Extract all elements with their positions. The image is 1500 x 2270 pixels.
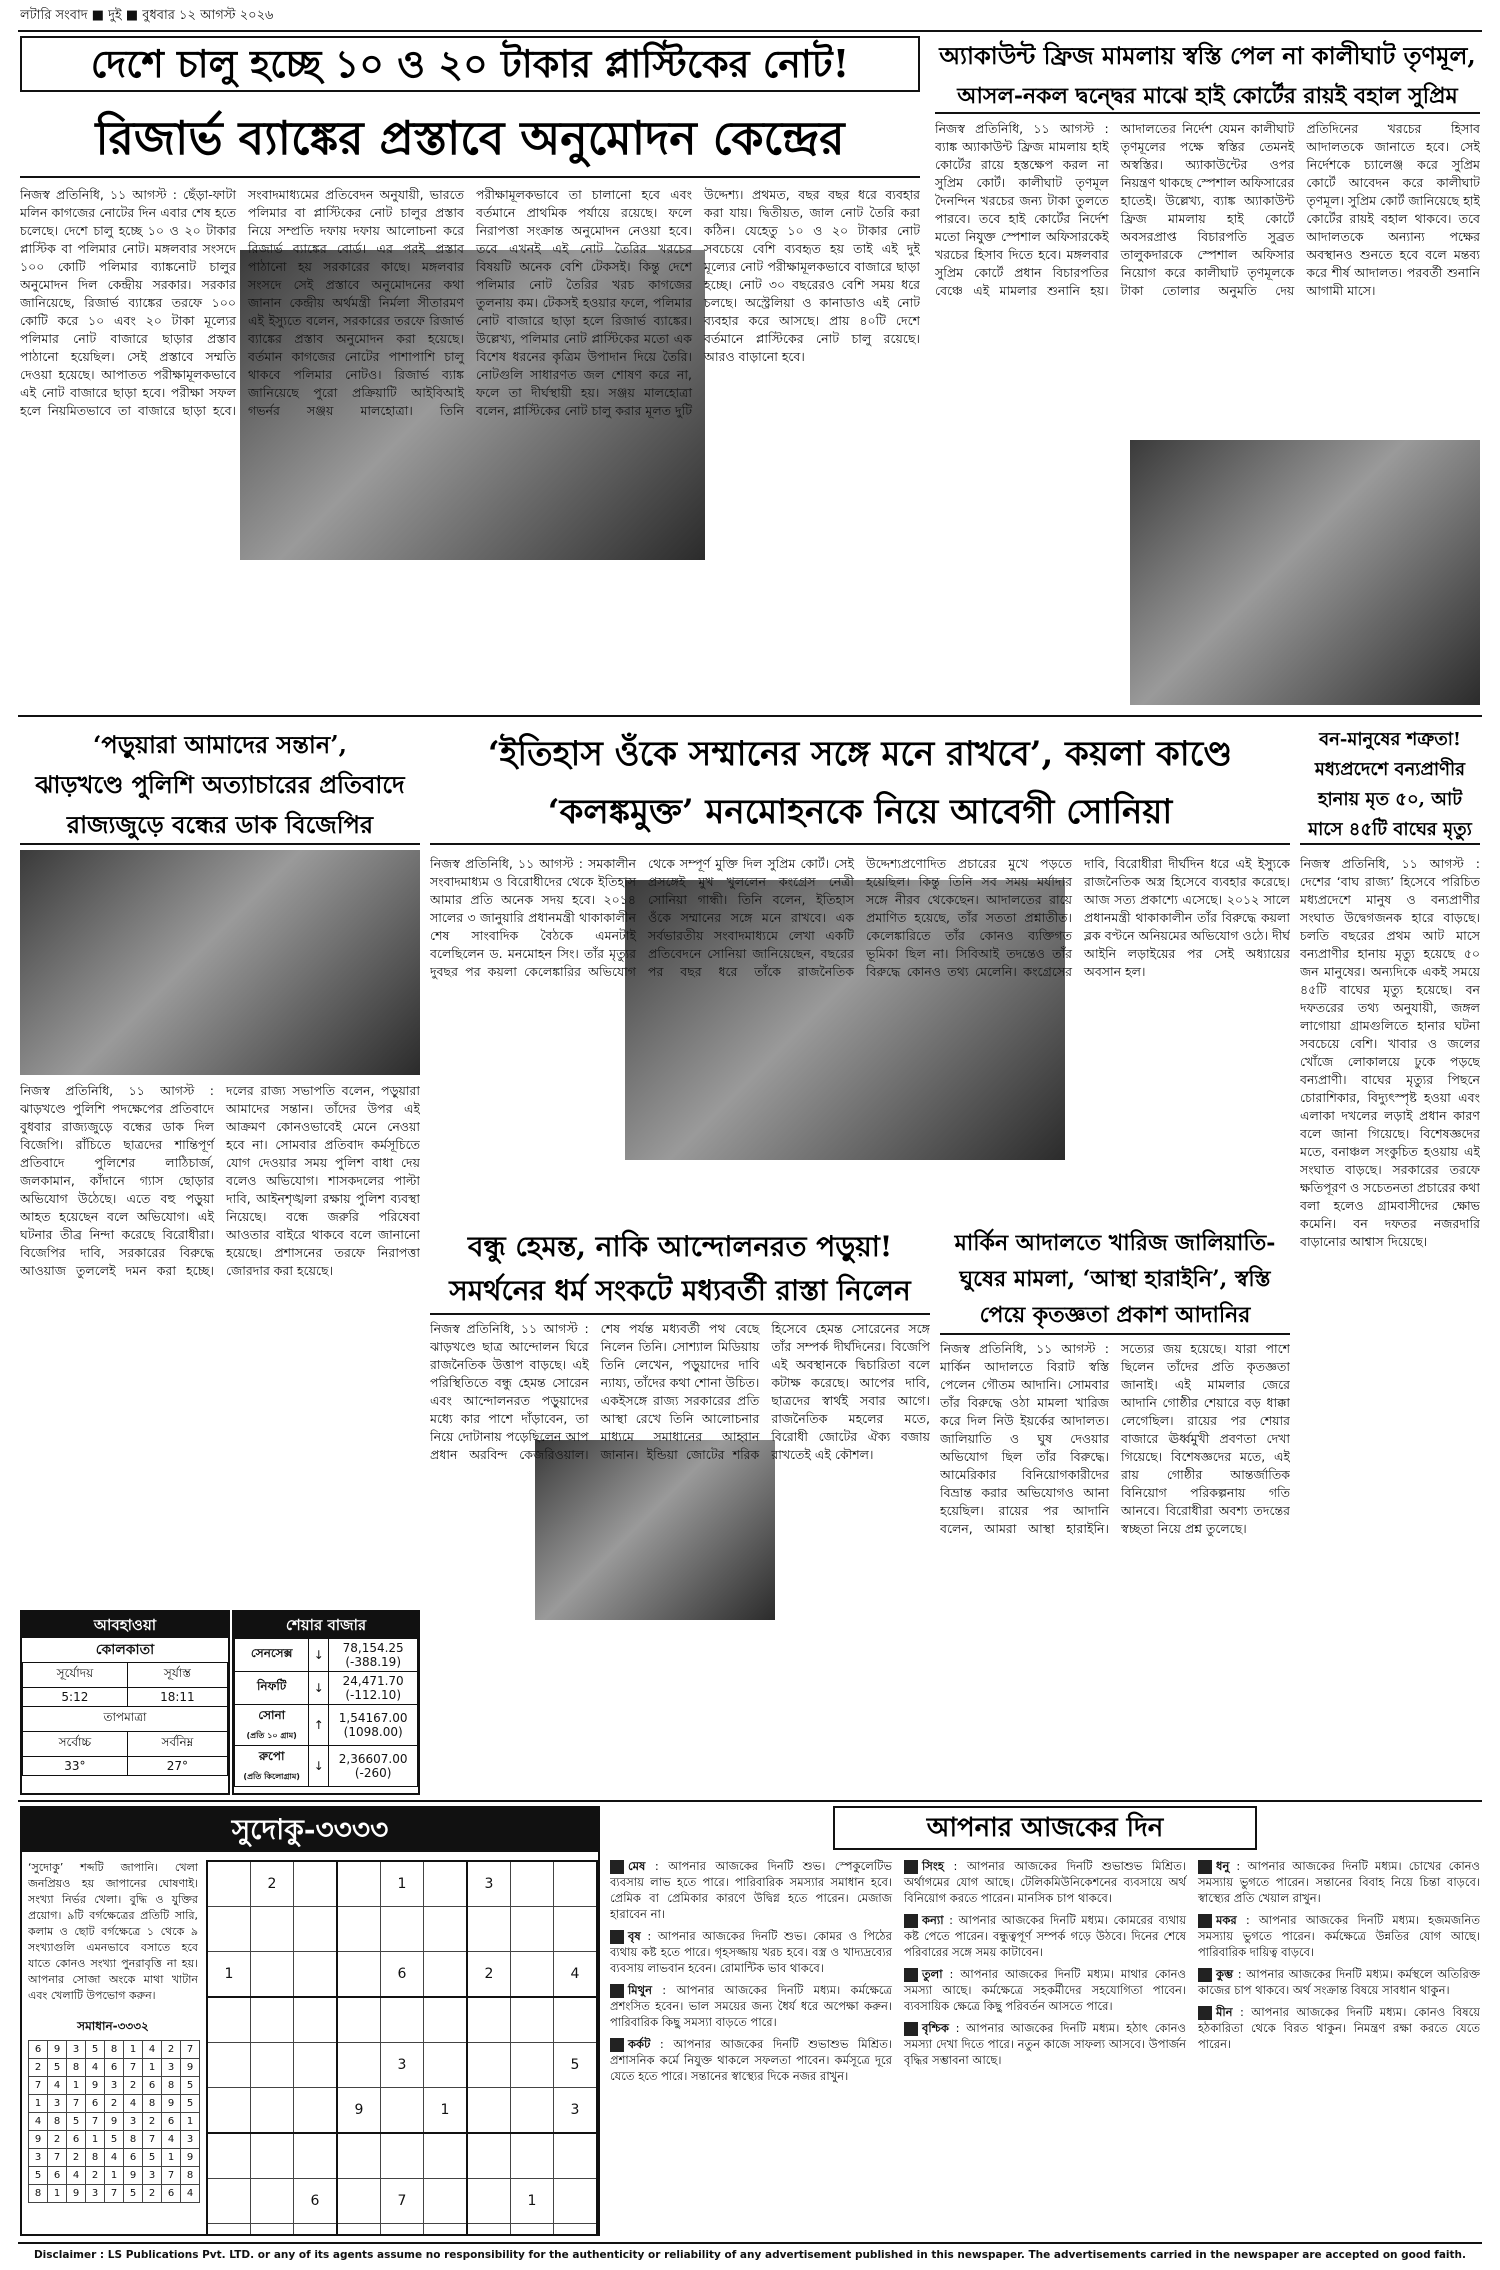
sudoku-cell[interactable] <box>337 2043 381 2088</box>
sudoku-cell[interactable] <box>251 2088 294 2134</box>
solution-cell: 4 <box>48 2077 67 2095</box>
solution-title: সমাধান-৩৩৩২ <box>77 2019 149 2033</box>
market-table <box>234 1638 418 1787</box>
solution-cell: 7 <box>48 2149 67 2167</box>
horoscope-sign: কর্কট <box>628 2037 651 2051</box>
horoscope-sign: মকর <box>1216 1913 1237 1927</box>
solution-cell: 9 <box>162 2095 181 2113</box>
solution-cell: 1 <box>48 2185 67 2203</box>
sudoku-cell[interactable] <box>294 2088 338 2134</box>
solution-cell: 8 <box>162 2077 181 2095</box>
sunset-value: 18:11 <box>127 1688 227 1707</box>
sudoku-cell[interactable] <box>424 2179 468 2224</box>
tmc-headline: আসল-নকল দ্বন্দ্বের মাঝে হাই কোর্টের রায়ই বহাল সুপ্রিম <box>935 78 1480 114</box>
section-rule-1 <box>18 715 1482 717</box>
market-value: 1,54167.00 (1098.00) <box>329 1705 418 1746</box>
solution-cell: 7 <box>105 2185 124 2203</box>
solution-cell: 6 <box>29 2041 48 2059</box>
sunset-label: সূর্যাস্ত <box>127 1663 227 1688</box>
sudoku-cell[interactable] <box>207 2043 251 2088</box>
sudoku-cell[interactable] <box>251 1907 294 1952</box>
zodiac-sign-icon <box>1198 1914 1212 1928</box>
solution-cell: 4 <box>86 2059 105 2077</box>
market-row <box>235 1705 418 1746</box>
sudoku-cell[interactable] <box>207 1907 251 1952</box>
solution-cell: 1 <box>181 2113 200 2131</box>
horoscope-sign: মীন <box>1216 2005 1233 2019</box>
sudoku-cell[interactable]: 5 <box>554 2043 598 2088</box>
sudoku-cell[interactable] <box>511 2043 554 2088</box>
horoscope-item: তুলা : আপনার আজকের দিনটি মধ্যম। মাথার কোনও সমস্যা আছে। কর্মক্ষেত্রে সহকর্মীদের সহযোগিতা পাবেন। ব্যবসায়িক ক্ষেত্রে কিছু পরিবর্তন আসতে পারে। <box>904 1967 1187 2013</box>
sudoku-rules: ‘সুদোকু’ শব্দটি জাপানি। খেলা জনপ্রিয়ও হয় জাপানের ঘোষণাই। সংখ্যা নির্ভর খেলা। বুদ্ধি ও যুক্তির প্রয়োগ। ৯টি বর্গক্ষেত্রের প্রতিটি সারি, কলাম ও ছোট বর্গক্ষেত্রে ১ থেকে ৯ সংখ্যাগুলি এমনভাবে বসাতে হবে যাতে কোনও সংখ্যা পুনরাবৃত্তি না হয়। আপনার সোজা অংকে মাথা খাটান এবং খেলাটি উপভোগ করুন। <box>28 1861 198 2002</box>
sudoku-cell[interactable] <box>251 2224 294 2237</box>
zodiac-sign-icon <box>610 2038 624 2052</box>
sudoku-cell[interactable] <box>424 1952 468 1998</box>
sonia-headline: ‘ইতিহাস ওঁকে সম্মানের সঙ্গে মনে রাখবে’, কয়লা কাণ্ডে ‘কলঙ্কমুক্ত’ মনমোহনকে নিয়ে আবেগী সোনিয়া <box>430 725 1290 845</box>
horoscope-sign: বৃষ <box>628 1929 641 1943</box>
solution-cell: 4 <box>162 2131 181 2149</box>
solution-cell: 9 <box>48 2041 67 2059</box>
zodiac-sign-icon <box>904 1914 918 1928</box>
sudoku-row <box>207 1997 597 2043</box>
sudoku-row <box>207 1861 597 1907</box>
sudoku-cell[interactable] <box>424 1907 468 1952</box>
sudoku-cell[interactable] <box>207 1997 251 2043</box>
sudoku-cell[interactable] <box>424 2133 468 2179</box>
solution-cell: 6 <box>86 2095 105 2113</box>
sudoku-cell[interactable] <box>467 1997 511 2043</box>
market-arrow: ↓ <box>309 1639 329 1672</box>
max-label: সর্বোচ্চ <box>23 1732 128 1757</box>
rbi-body: নিজস্ব প্রতিনিধি, ১১ আগস্ট : ছেঁড়া-ফাটা মলিন কাগজের নোটের দিন এবার শেষ হতে চলেছে। দেশে চালু হচ্ছে ১০ ও ২০ টাকার প্লাস্টিক বা পলিমার নোট। মঙ্গলবার সংসদে ১০০ কোটি পলিমার ব্যাঙ্কনোট চালুর অনুমোদন দিল কেন্দ্রীয় সরকার। সরকার জানিয়েছে, রিজার্ভ ব্যাঙ্কের তরফে ১০০ কোটি করে ১০ এবং ২০ টাকা মূল্যের পলিমার নোট বাজারে ছাড়ার প্রস্তাব পাঠানো হয়েছিল। সেই প্রস্তাবে সম্মতি দেওয়া হয়েছে। আপাতত পরীক্ষামূলকভাবে এই নোট বাজারে ছাড়া হবে। পরীক্ষা সফল হলে নিয়মিতভাবে তা বাজারে ছাড়া হবে। সংবাদমাধ্যমের প্রতিবেদন অনুযায়ী, ভারতে পলিমার বা প্লাস্টিকের নোট চালুর প্রস্তাব নিয়ে সম্প্রতি দফায় দফায় আলোচনা করে রিজার্ভ ব্যাঙ্কের বোর্ড। এর পরই প্রস্তাব পাঠানো হয় সরকারের কাছে। মঙ্গলবার সংসদে সেই প্রস্তাবে অনুমোদনের কথা জানান কেন্দ্রীয় অর্থমন্ত্রী নির্মলা সীতারমণ এই ইস্যুতে বলেন, সরকারের তরফে রিজার্ভ ব্যাঙ্কের প্রস্তাব অনুমোদন করা হয়েছে। বর্তমান কাগজের নোটের পাশাপাশি চালু থাকবে পলিমার নোটও। রিজার্ভ ব্যাঙ্ক জানিয়েছে পুরো প্রক্রিয়াটি আইবিআই গভর্নর সঞ্জয় মালহোত্রা। তিনি পরীক্ষামূলকভাবে তা চালানো হবে এবং বর্তমানে প্রাথমিক পর্যায়ে রয়েছে। ফলে নিরাপত্তা সংক্রান্ত অনুমোদন নেওয়া হবে। তবে এখনই এই নোট তৈরির খরচের বিষয়টি অনেক বেশি টেকসই। কিন্তু দেশে পলিমার নোট তৈরির খরচ কাগজের তুলনায় কম। টেকসই হওয়ার ফলে, পলিমার নোট বাজারে ছাড়া হলে রিজার্ভ ব্যাঙ্কের। উল্লেখ্য, পলিমার নোট প্লাস্টিকের মতো এক বিশেষ ধরনের কৃত্রিম উপাদান দিয়ে তৈরি। নোটগুলি সাধারণত জল শোষণ করে না, ফলে তা দীর্ঘস্থায়ী হয়। সঞ্জয় মালহোত্রা বলেন, প্লাস্টিকের নোট চালু করার মূলত দুটি উদ্দেশ্য। প্রথমত, বছর বছর ধরে ব্যবহার করা যায়। দ্বিতীয়ত, জাল নোট তৈরি করা কঠিন। যেহেতু ১০ ও ২০ টাকার নোট সবচেয়ে বেশি ব্যবহৃত হয় তাই এই দুই মূল্যের নোট পরীক্ষামূলকভাবে বাজারে ছাড়া হচ্ছে। নোট ৩০ বছরেরও বেশি সময় ধরে চলছে। অস্ট্রেলিয়া ও কানাডাও এই নোট ব্যবহার করে আসছে। প্রায় ৪০টি দেশে বর্তমানে প্লাস্টিকের নোট চালু রয়েছে। আরও বাড়ানো হবে। <box>20 187 920 418</box>
horoscope-item: ধনু : আপনার আজকের দিনটি মধ্যম। চোখের কোনও সমস্যায় ভুগতে পারেন। সন্তানের বিবাহ নিয়ে চিন্তা বাড়বে। স্বাস্থ্যের প্রতি খেয়াল রাখুন। <box>1198 1859 1480 1905</box>
market-value: 24,471.70 (-112.10) <box>329 1672 418 1705</box>
sudoku-cell[interactable]: 1 <box>511 2179 554 2224</box>
solution-cell: 7 <box>124 2059 143 2077</box>
solution-cell: 9 <box>105 2113 124 2131</box>
solution-cell: 3 <box>29 2149 48 2167</box>
horoscope-title: আপনার আজকের দিন <box>833 1806 1257 1850</box>
bjp-headline: ঝাড়খণ্ডে পুলিশি অত্যাচারের প্রতিবাদে রাজ্যজুড়ে বন্ধের ডাক বিজেপির <box>20 765 420 845</box>
horoscope-text: আপনার আজকের দিনটি মধ্যম। হঠাৎ কোনও সমস্যা দেখা দিতে পারে। নতুন কাজে সাফল্য আসবে। উপার্জন বৃদ্ধির সম্ভাবনা আছে। <box>904 2021 1186 2067</box>
solution-cell: 1 <box>143 2059 162 2077</box>
horoscope-item: কুম্ভ : আপনার আজকের দিনটি মধ্যম। কর্মস্থলে অতিরিক্ত কাজের চাপ থাকবে। অর্থ সংক্রান্ত বিষয়ে সাবধান থাকুন। <box>1198 1967 1480 1997</box>
sudoku-cell[interactable] <box>251 1997 294 2043</box>
sudoku-cell[interactable] <box>467 1907 511 1952</box>
market-name: সেনসেক্স <box>235 1639 309 1672</box>
solution-cell: 6 <box>124 2149 143 2167</box>
solution-cell: 8 <box>48 2113 67 2131</box>
sudoku-cell[interactable] <box>337 1952 381 1998</box>
weather-city: কোলকাতা <box>95 1642 155 1658</box>
solution-cell: 2 <box>29 2059 48 2077</box>
horoscope-sign: বৃশ্চিক <box>922 2021 949 2035</box>
sudoku-cell[interactable] <box>467 2043 511 2088</box>
sudoku-cell[interactable]: 4 <box>554 1952 598 1998</box>
solution-cell: 6 <box>162 2185 181 2203</box>
zodiac-sign-icon <box>610 1860 624 1874</box>
sudoku-cell[interactable] <box>207 2179 251 2224</box>
market-box <box>232 1610 420 1795</box>
sudoku-cell[interactable]: 3 <box>381 2043 424 2088</box>
masthead-rule <box>18 30 1482 32</box>
bjp-photo <box>20 850 420 1075</box>
sudoku-cell[interactable] <box>337 1861 381 1907</box>
horoscope-sign: ধনু <box>1216 1859 1230 1873</box>
solution-cell: 8 <box>29 2185 48 2203</box>
sudoku-cell[interactable] <box>294 2133 338 2179</box>
solution-cell: 5 <box>181 2095 200 2113</box>
sudoku-cell[interactable] <box>251 2043 294 2088</box>
solution-cell: 7 <box>181 2041 200 2059</box>
sudoku-cell[interactable]: 1 <box>207 1952 251 1998</box>
solution-cell: 5 <box>86 2041 105 2059</box>
horoscope-item: মিথুন : আপনার আজকের দিনটি মধ্যম। কর্মক্ষেত্রে প্রশংসিত হবেন। ভাল সময়ের জন্য ধৈর্য ধরে অপেক্ষা করুন। পারিবারিক কিছু সমস্যা বাড়তে পারে। <box>610 1983 892 2029</box>
sudoku-cell[interactable] <box>424 2224 468 2237</box>
sudoku-cell[interactable] <box>207 2133 251 2179</box>
market-row <box>235 1672 418 1705</box>
horoscope-item: কর্কট : আপনার আজকের দিনটি শুভাশুভ মিশ্রিত। প্রশাসনিক কর্মে নিযুক্ত থাকলে সফলতা পাবেন। কর্মসূত্রে দূরে যেতে হতে পারে। সন্তানের স্বাস্থ্যের দিকে নজর রাখুন। <box>610 2037 892 2083</box>
sudoku-row <box>207 1907 597 1952</box>
solution-cell: 8 <box>181 2167 200 2185</box>
min-value: 27° <box>127 1757 227 1776</box>
solution-cell: 2 <box>105 2095 124 2113</box>
horoscope-text: আপনার আজকের দিনটি মধ্যম। কর্মস্থলে অতিরিক্ত কাজের চাপ থাকবে। অর্থ সংক্রান্ত বিষয়ে সাবধান থাকুন। <box>1198 1967 1480 1997</box>
rbi-headline: রিজার্ভ ব্যাঙ্কের প্রস্তাবে অনুমোদন কেন্দ্রের <box>20 98 920 178</box>
solution-cell: 3 <box>162 2059 181 2077</box>
weather-table <box>22 1662 228 1776</box>
solution-cell: 1 <box>105 2167 124 2185</box>
horoscope-item: বৃষ : আপনার আজকের দিনটি শুভ। কোমর ও পিঠের ব্যথায় কষ্ট হতে পারে। গৃহসজ্জায় খরচ হবে। বস্ত্র ও খাদ্যদ্রব্যের ব্যবসায় লাভবান হবেন। রোমান্টিক ভাব থাকবে। <box>610 1929 892 1975</box>
solution-cell: 2 <box>67 2149 86 2167</box>
sudoku-cell[interactable] <box>251 2179 294 2224</box>
sudoku-cell[interactable] <box>337 2179 381 2224</box>
rbi-kicker: দেশে চালু হচ্ছে ১০ ও ২০ টাকার প্লাস্টিকের নোট! <box>20 36 920 92</box>
sudoku-cell[interactable] <box>337 2133 381 2179</box>
sudoku-cell[interactable]: 9 <box>337 2088 381 2134</box>
market-title: শেয়ার বাজার <box>234 1612 418 1638</box>
tiger-headline: মধ্যপ্রদেশে বন্যপ্রাণীর হানায় মৃত ৫০, আট মাসে ৪৫টি বাঘের মৃত্যু <box>1300 755 1480 845</box>
horoscope-text: আপনার আজকের দিনটি মধ্যম। কর্মক্ষেত্রে প্রশংসিত হবেন। ভাল সময়ের জন্য ধৈর্য ধরে অপেক্ষা করুন। পারিবারিক কিছু সমস্যা বাড়তে পারে। <box>610 1983 892 2029</box>
solution-cell: 6 <box>67 2131 86 2149</box>
solution-cell: 6 <box>162 2113 181 2131</box>
sudoku-cell[interactable] <box>337 1997 381 2043</box>
sudoku-cell[interactable] <box>294 1997 338 2043</box>
zodiac-sign-icon <box>904 1968 918 1982</box>
solution-cell: 2 <box>48 2131 67 2149</box>
solution-cell: 9 <box>181 2059 200 2077</box>
horoscope-item: কন্যা : আপনার আজকের দিনটি মধ্যম। কোমরের ব্যথায় কষ্ট পেতে পারেন। বন্ধুত্বপূর্ণ সম্পর্ক গড়ে উঠবে। দিনের শেষে পরিবারের সঙ্গে সময় কাটাবেন। <box>904 1913 1187 1959</box>
zodiac-sign-icon <box>1198 2006 1212 2020</box>
solution-cell: 1 <box>162 2149 181 2167</box>
tiger-kicker: বন-মানুষের শত্রুতা! <box>1319 729 1461 750</box>
solution-cell: 8 <box>124 2131 143 2149</box>
sudoku-cell[interactable] <box>294 1861 338 1907</box>
bjp-kicker: ‘পড়ুয়ারা আমাদের সন্তান’, <box>93 730 347 759</box>
market-name: রুপো (প্রতি কিলোগ্রাম) <box>235 1746 309 1787</box>
horoscope-sign: মিথুন <box>628 1983 652 1997</box>
min-label: সর্বনিম্ন <box>127 1732 227 1757</box>
sudoku-cell[interactable] <box>381 1907 424 1952</box>
zodiac-sign-icon <box>1198 1968 1212 1982</box>
solution-cell: 5 <box>67 2113 86 2131</box>
solution-cell: 4 <box>143 2041 162 2059</box>
sudoku-row <box>207 2088 597 2134</box>
sudoku-cell[interactable] <box>294 1952 338 1998</box>
market-value: 78,154.25 (-388.19) <box>329 1639 418 1672</box>
solution-cell: 7 <box>143 2131 162 2149</box>
horoscope-text: আপনার আজকের দিনটি মধ্যম। কোমরের ব্যথায় কষ্ট পেতে পারেন। বন্ধুত্বপূর্ণ সম্পর্ক গড়ে উঠবে। দিনের শেষে পরিবারের সঙ্গে সময় কাটাবেন। <box>904 1913 1187 1959</box>
zodiac-sign-icon <box>904 1860 918 1874</box>
horoscope-text: আপনার আজকের দিনটি মধ্যম। হজমজনিত সমস্যায় ভুগতে পারেন। কর্মক্ষেত্রে উন্নতির যোগ আছে। পারিবারিক দায়িত্ব বাড়বে। <box>1198 1913 1480 1959</box>
market-arrow: ↓ <box>309 1672 329 1705</box>
sudoku-cell[interactable] <box>381 2224 424 2237</box>
sudoku-cell[interactable] <box>511 1997 554 2043</box>
kejriwal-headline: বন্ধু হেমন্ত, নাকি আন্দোলনরত পড়ুয়া! সমর্থনের ধর্ম সংকটে মধ্যবর্তী রাস্তা নিলেন <box>430 1225 930 1315</box>
market-arrow: ↑ <box>309 1705 329 1746</box>
temp-label: তাপমাত্রা <box>23 1707 228 1732</box>
solution-cell: 2 <box>162 2041 181 2059</box>
solution-cell: 4 <box>67 2167 86 2185</box>
solution-row <box>29 2167 200 2185</box>
sudoku-cell[interactable] <box>554 2133 598 2179</box>
solution-cell: 7 <box>67 2095 86 2113</box>
sudoku-cell[interactable] <box>511 1861 554 1907</box>
zodiac-sign-icon <box>1198 1860 1212 1874</box>
horoscope-text: আপনার আজকের দিনটি মধ্যম। কোনও বিষয়ে হঠকারিতা থেকে বিরত থাকুন। নিমন্ত্রণ রক্ষা করতে যেতে পারেন। <box>1198 2005 1480 2051</box>
sudoku-cell[interactable]: 2 <box>251 1861 294 1907</box>
solution-cell: 9 <box>67 2185 86 2203</box>
market-arrow: ↓ <box>309 1746 329 1787</box>
sudoku-cell[interactable]: 7 <box>381 2179 424 2224</box>
solution-cell: 7 <box>162 2167 181 2185</box>
horoscope-list <box>610 1858 1480 2228</box>
max-value: 33° <box>23 1757 128 1776</box>
sudoku-cell[interactable] <box>381 1997 424 2043</box>
market-value: 2,36607.00 (-260) <box>329 1746 418 1787</box>
market-row <box>235 1746 418 1787</box>
tmc-kicker: অ্যাকাউন্ট ফ্রিজ মামলায় স্বস্তি পেল না কালীঘাট তৃণমূল, <box>939 41 1476 70</box>
horoscope-text: আপনার আজকের দিনটি মধ্যম। মাথার কোনও সমস্যা আছে। কর্মক্ষেত্রে সহকর্মীদের সহযোগিতা পাবেন। ব্যবসায়িক ক্ষেত্রে কিছু পরিবর্তন আসতে পারে। <box>904 1967 1187 2013</box>
section-rule-2 <box>18 1800 1482 1802</box>
solution-cell: 8 <box>67 2059 86 2077</box>
horoscope-sign: তুলা <box>922 1967 943 1981</box>
zodiac-sign-icon <box>904 2022 918 2036</box>
weather-title: আবহাওয়া <box>22 1612 228 1638</box>
zodiac-sign-icon <box>610 1984 624 1998</box>
sudoku-row <box>207 2043 597 2088</box>
solution-cell: 7 <box>29 2077 48 2095</box>
sudoku-cell[interactable] <box>294 1907 338 1952</box>
sudoku-cell[interactable] <box>251 2133 294 2179</box>
solution-row <box>29 2149 200 2167</box>
solution-row <box>29 2131 200 2149</box>
horoscope-item: মেষ : আপনার আজকের দিনটি শুভ। স্পেকুলেটিভ ব্যবসায় লাভ হতে পারে। পারিবারিক সমস্যার সমাধান হবে। প্রেমিক বা প্রেমিকার কারণে উদ্বিগ্ন হতে পারেন। মেজাজ হারাবেন না। <box>610 1859 892 1921</box>
solution-cell: 5 <box>105 2131 124 2149</box>
horoscope-text: আপনার আজকের দিনটি শুভ। স্পেকুলেটিভ ব্যবসায় লাভ হতে পারে। পারিবারিক সমস্যার সমাধান হবে। প্রেমিক বা প্রেমিকার কারণে উদ্বিগ্ন হতে পারেন। মেজাজ হারাবেন না। <box>610 1859 892 1921</box>
sudoku-cell[interactable] <box>467 2179 511 2224</box>
solution-cell: 2 <box>86 2167 105 2185</box>
solution-cell: 5 <box>48 2059 67 2077</box>
kejriwal-body: নিজস্ব প্রতিনিধি, ১১ আগস্ট : ঝাড়খণ্ডে ছাত্র আন্দোলন ঘিরে রাজনৈতিক উত্তাপ বাড়ছে। এই পরিস্থিতিতে বন্ধু হেমন্ত সোরেন এবং আন্দোলনরত পড়ুয়াদের মধ্যে কার পাশে দাঁড়াবেন, তা নিয়ে দোটানায় পড়েছিলেন আপ প্রধান অরবিন্দ কেজরিওয়াল। শেষ পর্যন্ত মধ্যবর্তী পথ বেছে নিলেন তিনি। সোশ্যাল মিডিয়ায় তিনি লেখেন, পড়ুয়াদের দাবি ন্যায্য, তাঁদের কথা শোনা উচিত। একইসঙ্গে রাজ্য সরকারের প্রতি আস্থা রেখে তিনি আলোচনার মাধ্যমে সমাধানের আহ্বান জানান। ইন্ডিয়া জোটের শরিক হিসেবে হেমন্ত সোরেনের সঙ্গে তাঁর সম্পর্ক দীর্ঘদিনের। বিজেপি এই অবস্থানকে দ্বিচারিতা বলে কটাক্ষ করেছে। আপের দাবি, ছাত্রদের স্বার্থই সবার আগে। রাজনৈতিক মহলের মতে, বিরোধী জোটের ঐক্য বজায় রাখতেই এই কৌশল। <box>430 1321 930 1462</box>
sudoku-cell[interactable] <box>381 2133 424 2179</box>
solution-row <box>29 2059 200 2077</box>
sudoku-cell[interactable]: 6 <box>294 2179 338 2224</box>
bjp-body: নিজস্ব প্রতিনিধি, ১১ আগস্ট : ঝাড়খণ্ডে পুলিশি পদক্ষেপের প্রতিবাদে বুধবার রাজ্যজুড়ে বন্ধের ডাক দিল বিজেপি। রাঁচিতে ছাত্রদের শান্তিপূর্ণ প্রতিবাদে পুলিশের লাঠিচার্জ, জলকামান, কাঁদানে গ্যাস ছোড়ার অভিযোগ উঠেছে। এতে বহু পড়ুয়া আহত হয়েছেন বলে অভিযোগ। এই ঘটনার তীব্র নিন্দা করেছে বিরোধীরা। বিজেপির দাবি, সরকারের বিরুদ্ধে আওয়াজ তুললেই দমন করা হচ্ছে। দলের রাজ্য সভাপতি বলেন, পড়ুয়ারা আমাদের সন্তান। তাঁদের উপর এই আক্রমণ কোনওভাবেই মেনে নেওয়া হবে না। সোমবার প্রতিবাদ কর্মসূচিতে যোগ দেওয়ার সময় পুলিশ বাধা দেয় বলেও অভিযোগ। শাসকদলের পাল্টা দাবি, আইনশৃঙ্খলা রক্ষায় পুলিশ ব্যবস্থা নিয়েছে। বন্ধে জরুরি পরিষেবা আওতার বাইরে থাকবে বলে জানানো হয়েছে। প্রশাসনের তরফে নিরাপত্তা জোরদার করা হয়েছে। <box>20 1083 420 1278</box>
sudoku-cell[interactable] <box>337 1907 381 1952</box>
adani-body: নিজস্ব প্রতিনিধি, ১১ আগস্ট : মার্কিন আদালতে বিরাট স্বস্তি পেলেন গৌতম আদানি। সোমবার তাঁর বিরুদ্ধে ওঠা মামলা খারিজ করে দিল নিউ ইয়র্কের আদালত। জালিয়াতি ও ঘুষ দেওয়ার অভিযোগ ছিল তাঁর বিরুদ্ধে। আমেরিকার বিনিয়োগকারীদের বিভ্রান্ত করার অভিযোগও আনা হয়েছিল। রায়ের পর আদানি বলেন, আমরা আস্থা হারাইনি। সত্যের জয় হয়েছে। যারা পাশে ছিলেন তাঁদের প্রতি কৃতজ্ঞতা জানাই। এই মামলার জেরে আদানি গোষ্ঠীর শেয়ারে বড় ধাক্কা লেগেছিল। রায়ের পর শেয়ার বাজারে ঊর্ধ্বমুখী প্রবণতা দেখা গিয়েছে। বিশেষজ্ঞদের মতে, এই রায় গোষ্ঠীর আন্তর্জাতিক বিনিয়োগ পরিকল্পনায় গতি আনবে। বিরোধীরা অবশ্য তদন্তের স্বচ্ছতা নিয়ে প্রশ্ন তুলেছে। <box>940 1341 1290 1536</box>
market-name: সোনা (প্রতি ১০ গ্রাম) <box>235 1705 309 1746</box>
sudoku-cell[interactable]: 6 <box>381 1952 424 1998</box>
tmc-body: নিজস্ব প্রতিনিধি, ১১ আগস্ট : ব্যাঙ্ক অ্যাকাউন্ট ফ্রিজ মামলায় হাই কোর্টের রায়ে হস্তক্ষেপ করল না সুপ্রিম কোর্ট। কালীঘাট তৃণমূল দৈনন্দিন খরচের জন্য টাকা তুলতে পারবে। তবে হাই কোর্টের নির্দেশ মতো নিযুক্ত স্পেশাল অফিসারকেই খরচের হিসাব দিতে হবে। মঙ্গলবার সুপ্রিম কোর্টে প্রধান বিচারপতির বেঞ্চে এই মামলার শুনানি হয়। আদালতের নির্দেশ যেমন কালীঘাট তৃণমূলের পক্ষে স্বস্তির তেমনই অস্বস্তির। অ্যাকাউন্টের ওপর নিয়ন্ত্রণ থাকছে স্পেশাল অফিসারের হাতেই। উল্লেখ্য, ব্যাঙ্ক অ্যাকাউন্ট ফ্রিজ মামলায় হাই কোর্টে অবসরপ্রাপ্ত বিচারপতি সুব্রত তালুকদারকে স্পেশাল অফিসার নিয়োগ করে কালীঘাট তৃণমূলকে টাকা তোলার অনুমতি দেয় প্রতিদিনের খরচের হিসাব আদালতকে জানাতে হবে। সেই নির্দেশকে চ্যালেঞ্জ করে সুপ্রিম কোর্টে আবেদন করে কালীঘাট তৃণমূল। সুপ্রিম কোর্ট জানিয়েছে হাই কোর্টের রায়ই বহাল থাকবে। তবে আদালতকে অন্যান্য পক্ষের অবস্থানও শুনতে হবে বলে মন্তব্য করে শীর্ষ আদালত। পরবর্তী শুনানি আগামী মাসে। <box>935 121 1480 298</box>
sudoku-cell[interactable] <box>467 2088 511 2134</box>
sonia-body: নিজস্ব প্রতিনিধি, ১১ আগস্ট : সমকালীন সংবাদমাধ্যম ও বিরোধীদের থেকে ইতিহাস আমার প্রতি অনেক সদয় হবে। ২০১৪ সালের ৩ জানুয়ারি প্রধানমন্ত্রী থাকাকালীন শেষ সাংবাদিক বৈঠকে এমনটাই বলেছিলেন ড. মনমোহন সিং। তাঁর মৃত্যুর দুবছর পর কয়লা কেলেঙ্কারির অভিযোগ থেকে সম্পূর্ণ মুক্তি দিল সুপ্রিম কোর্ট। সেই প্রসঙ্গেই মুখ খুললেন কংগ্রেস নেত্রী সোনিয়া গান্ধী। তিনি বলেন, ইতিহাস ওঁকে সম্মানের সঙ্গে মনে রাখবে। এক সর্বভারতীয় সংবাদমাধ্যমে লেখা একটি প্রতিবেদনে সোনিয়া জানিয়েছেন, বছরের পর বছর ধরে তাঁকে রাজনৈতিক উদ্দেশ্যপ্রণোদিত প্রচারের মুখে পড়তে হয়েছিল। কিন্তু তিনি সব সময় মর্যাদার সঙ্গে নীরব থেকেছেন। আদালতের রায়ে প্রমাণিত হয়েছে, তাঁর সততা প্রশ্নাতীত। কেলেঙ্কারিতে তাঁর কোনও ব্যক্তিগত ভূমিকা ছিল না। সিবিআই তদন্তেও তাঁর বিরুদ্ধে কোনও তথ্য মেলেনি। কংগ্রেসের দাবি, বিরোধীরা দীর্ঘদিন ধরে এই ইস্যুকে রাজনৈতিক অস্ত্র হিসেবে ব্যবহার করেছে। আজ সত্য প্রকাশ্যে এসেছে। ২০১২ সালে প্রধানমন্ত্রী থাকাকালীন তাঁর বিরুদ্ধে কয়লা ব্লক বণ্টনে অনিয়মের অভিযোগ ওঠে। দীর্ঘ আইনি লড়াইয়ের পর সেই অধ্যায়ের অবসান হল। <box>430 856 1290 979</box>
sudoku-cell[interactable] <box>251 1952 294 1998</box>
sudoku-cell[interactable] <box>511 2088 554 2134</box>
solution-cell: 7 <box>86 2113 105 2131</box>
solution-cell: 3 <box>67 2041 86 2059</box>
solution-cell: 6 <box>143 2077 162 2095</box>
horoscope-text: আপনার আজকের দিনটি মধ্যম। চোখের কোনও সমস্যায় ভুগতে পারেন। সন্তানের বিবাহ নিয়ে চিন্তা বাড়বে। স্বাস্থ্যের প্রতি খেয়াল রাখুন। <box>1198 1859 1480 1905</box>
sudoku-row <box>207 2224 597 2237</box>
solution-cell: 3 <box>48 2095 67 2113</box>
solution-cell: 1 <box>67 2077 86 2095</box>
solution-grid <box>28 2040 200 2203</box>
horoscope-text: আপনার আজকের দিনটি শুভাশুভ মিশ্রিত। অর্থাগমের যোগ আছে। টেলিকমিউনিকেশনের ব্যবসায়ে অর্থ বিনিয়োগ করতে পারেন। মানসিক চাপ থাকবে। <box>904 1859 1186 1905</box>
solution-cell: 1 <box>86 2131 105 2149</box>
solution-cell: 3 <box>143 2167 162 2185</box>
horoscope-item: বৃশ্চিক : আপনার আজকের দিনটি মধ্যম। হঠাৎ কোনও সমস্যা দেখা দিতে পারে। নতুন কাজে সাফল্য আসবে। উপার্জন বৃদ্ধির সম্ভাবনা আছে। <box>904 2021 1186 2067</box>
sudoku-cell[interactable] <box>511 1907 554 1952</box>
zodiac-sign-icon <box>610 1930 624 1944</box>
sudoku-cell[interactable] <box>424 1997 468 2043</box>
sudoku-title: সুদোকু-৩৩৩৩ <box>22 1808 598 1852</box>
solution-cell: 3 <box>86 2185 105 2203</box>
weather-box <box>20 1610 230 1795</box>
solution-cell: 9 <box>29 2131 48 2149</box>
sudoku-grid <box>206 1860 598 2236</box>
masthead: লটারি সংবাদ ■ দুই ■ বুধবার ১২ আগস্ট ২০২৬ <box>20 8 274 23</box>
solution-row <box>29 2185 200 2203</box>
solution-cell: 9 <box>181 2149 200 2167</box>
sudoku-cell[interactable]: 1 <box>424 2088 468 2134</box>
sudoku-cell[interactable] <box>424 2043 468 2088</box>
sudoku-cell[interactable] <box>207 1861 251 1907</box>
sudoku-cell[interactable]: 2 <box>467 1952 511 1998</box>
sudoku-cell[interactable] <box>554 1907 598 1952</box>
sudoku-cell[interactable] <box>554 1861 598 1907</box>
solution-cell: 3 <box>181 2131 200 2149</box>
solution-row <box>29 2041 200 2059</box>
tiger-body: নিজস্ব প্রতিনিধি, ১১ আগস্ট : দেশের ‘বাঘ রাজ্য’ হিসেবে পরিচিত মধ্যপ্রদেশে মানুষ ও বন্যপ্রাণীর সংঘাত উদ্বেগজনক হারে বাড়ছে। চলতি বছরের প্রথম আট মাসে বন্যপ্রাণীর হানায় মৃত্যু হয়েছে ৫০ জন মানুষের। অন্যদিকে একই সময়ে ৪৫টি বাঘের মৃত্যু হয়েছে। বন দফতরের তথ্য অনুযায়ী, জঙ্গল লাগোয়া গ্রামগুলিতে হানার ঘটনা সবচেয়ে বেশি। খাবার ও জলের খোঁজে লোকালয়ে ঢুকে পড়ছে বন্যপ্রাণী। বাঘের মৃত্যুর পিছনে চোরাশিকার, বিদ্যুৎস্পৃষ্ট হওয়া এবং এলাকা দখলের লড়াই প্রধান কারণ বলে জানা গিয়েছে। বিশেষজ্ঞদের মতে, বনাঞ্চল সংকুচিত হওয়ায় এই সংঘাত বাড়ছে। সরকারের তরফে ক্ষতিপূরণ ও সচেতনতা প্রচারের কথা বলা হলেও গ্রামবাসীদের ক্ষোভ কমেনি। বন দফতর নজরদারি বাড়ানোর আশ্বাস দিয়েছে। <box>1300 856 1480 1249</box>
sudoku-cell[interactable]: 1 <box>381 1861 424 1907</box>
solution-cell: 2 <box>143 2113 162 2131</box>
solution-cell: 8 <box>105 2041 124 2059</box>
sudoku-row <box>207 1952 597 1998</box>
sudoku-cell[interactable] <box>554 2179 598 2224</box>
sudoku-cell[interactable] <box>554 1997 598 2043</box>
sudoku-cell[interactable] <box>511 1952 554 1998</box>
horoscope-sign: সিংহ <box>922 1859 944 1873</box>
solution-cell: 8 <box>143 2095 162 2113</box>
sudoku-cell[interactable] <box>467 2224 511 2237</box>
sudoku-row <box>207 2179 597 2224</box>
sudoku-cell[interactable]: 3 <box>554 2088 598 2134</box>
sudoku-cell[interactable] <box>467 2133 511 2179</box>
solution-cell: 1 <box>124 2041 143 2059</box>
solution-cell: 4 <box>105 2149 124 2167</box>
solution-row <box>29 2113 200 2131</box>
solution-cell: 5 <box>143 2149 162 2167</box>
solution-cell: 5 <box>124 2185 143 2203</box>
sudoku-cell[interactable] <box>294 2224 338 2237</box>
market-row <box>235 1639 418 1672</box>
horoscope-sign: মেষ <box>628 1859 646 1873</box>
sudoku-cell[interactable] <box>294 2043 338 2088</box>
solution-cell: 8 <box>86 2149 105 2167</box>
solution-cell: 3 <box>124 2113 143 2131</box>
horoscope-item: মকর : আপনার আজকের দিনটি মধ্যম। হজমজনিত সমস্যায় ভুগতে পারেন। কর্মক্ষেত্রে উন্নতির যোগ আছে। পারিবারিক দায়িত্ব বাড়বে। <box>1198 1913 1480 1959</box>
sudoku-cell[interactable] <box>511 2133 554 2179</box>
sudoku-cell[interactable] <box>381 2088 424 2134</box>
sudoku-cell[interactable] <box>337 2224 381 2237</box>
solution-row <box>29 2077 200 2095</box>
solution-cell: 4 <box>124 2095 143 2113</box>
solution-cell: 6 <box>48 2167 67 2185</box>
solution-cell: 9 <box>86 2077 105 2095</box>
solution-cell: 1 <box>29 2095 48 2113</box>
sunrise-label: সূর্যোদয় <box>23 1663 128 1688</box>
footer-disclaimer: Disclaimer : LS Publications Pvt. LTD. or any of its agents assume no responsibility for the authenticity or reliability of any advertisement published in this newspaper. The advertisements carried in the newspaper are accepted on good faith. <box>18 2242 1482 2266</box>
horoscope-text: আপনার আজকের দিনটি শুভাশুভ মিশ্রিত। প্রশাসনিক কর্মে নিযুক্ত থাকলে সফলতা পাবেন। কর্মসূত্রে দূরে যেতে হতে পারে। সন্তানের স্বাস্থ্যের দিকে নজর রাখুন। <box>610 2037 892 2083</box>
solution-row <box>29 2095 200 2113</box>
sunrise-value: 5:12 <box>23 1688 128 1707</box>
solution-cell: 5 <box>29 2167 48 2185</box>
horoscope-sign: কুম্ভ <box>1216 1967 1234 1981</box>
horoscope-sign: কন্যা <box>922 1913 944 1927</box>
sudoku-cell[interactable] <box>207 2224 251 2237</box>
sudoku-cell[interactable] <box>511 2224 554 2237</box>
adani-headline: মার্কিন আদালতে খারিজ জালিয়াতি-ঘুষের মামলা, ‘আস্থা হারাইনি’, স্বস্তি পেয়ে কৃতজ্ঞতা প্রকাশ আদানির <box>940 1225 1290 1335</box>
horoscope-section <box>610 1806 1480 2236</box>
sudoku-cell[interactable] <box>554 2224 598 2237</box>
solution-cell: 3 <box>105 2077 124 2095</box>
solution-cell: 5 <box>181 2077 200 2095</box>
sudoku-cell[interactable]: 3 <box>467 1861 511 1907</box>
horoscope-text: আপনার আজকের দিনটি শুভ। কোমর ও পিঠের ব্যথায় কষ্ট হতে পারে। গৃহসজ্জায় খরচ হবে। বস্ত্র ও খাদ্যদ্রব্যের ব্যবসায় লাভবান হবেন। রোমান্টিক ভাব থাকবে। <box>610 1929 892 1975</box>
market-name: নিফটি <box>235 1672 309 1705</box>
sudoku-box <box>20 1806 600 2236</box>
solution-cell: 4 <box>29 2113 48 2131</box>
horoscope-item: সিংহ : আপনার আজকের দিনটি শুভাশুভ মিশ্রিত। অর্থাগমের যোগ আছে। টেলিকমিউনিকেশনের ব্যবসায়ে অর্থ বিনিয়োগ করতে পারেন। মানসিক চাপ থাকবে। <box>904 1859 1186 1905</box>
sudoku-cell[interactable] <box>207 2088 251 2134</box>
sudoku-cell[interactable] <box>424 1861 468 1907</box>
solution-cell: 9 <box>124 2167 143 2185</box>
horoscope-item: মীন : আপনার আজকের দিনটি মধ্যম। কোনও বিষয়ে হঠকারিতা থেকে বিরত থাকুন। নিমন্ত্রণ রক্ষা করতে যেতে পারেন। <box>1198 2005 1480 2051</box>
solution-cell: 6 <box>105 2059 124 2077</box>
solution-cell: 2 <box>124 2077 143 2095</box>
solution-cell: 4 <box>181 2185 200 2203</box>
sudoku-row <box>207 2133 597 2179</box>
solution-cell: 2 <box>143 2185 162 2203</box>
